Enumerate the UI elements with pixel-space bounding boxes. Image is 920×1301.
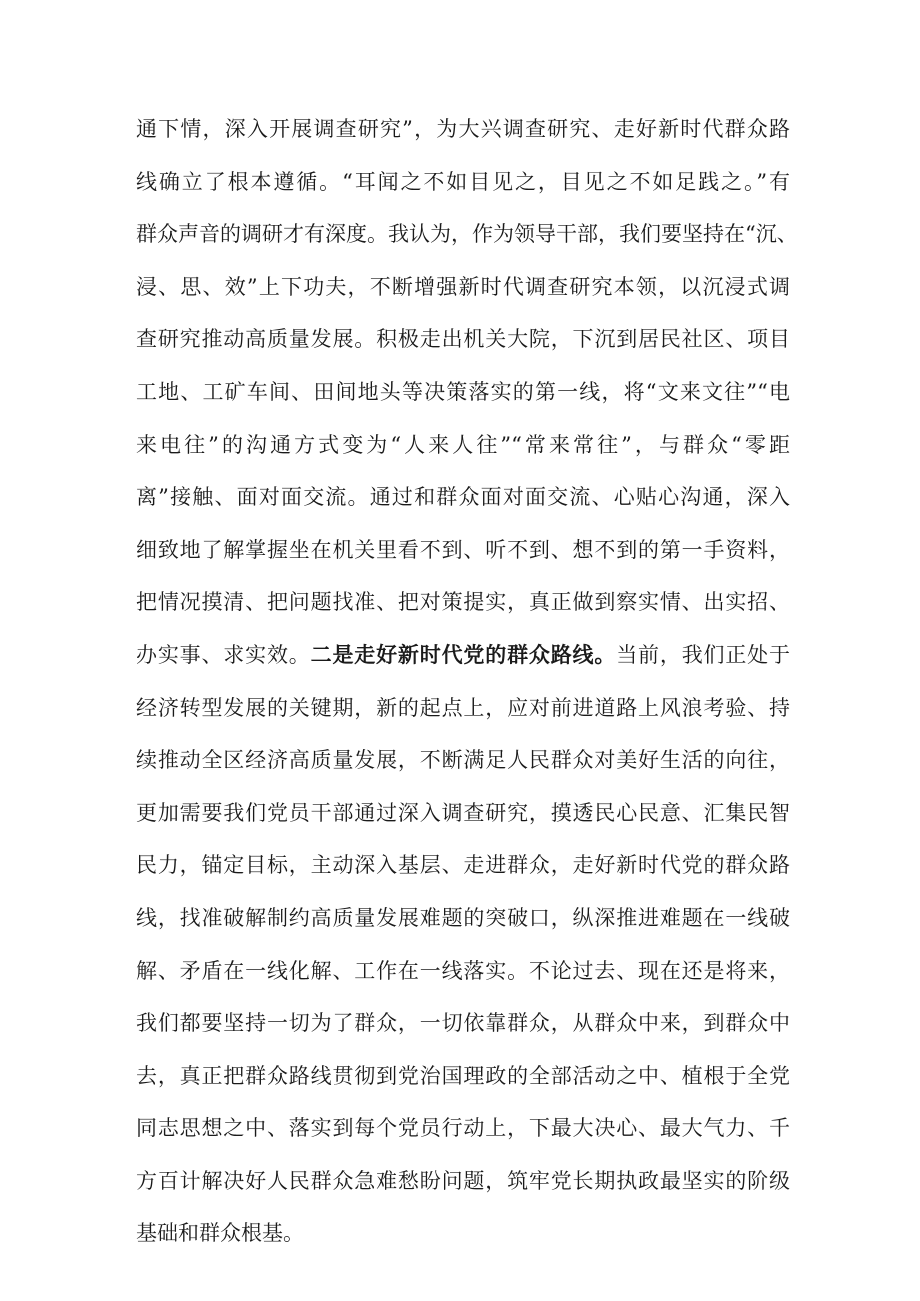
text-run: 通下情，深入开展调查研究”，为大兴调查研究、走好新时代群众路 bbox=[136, 117, 790, 141]
text-run: 线确立了根本遵循。“耳闻之不如目见之，目见之不如足践之。”有 bbox=[136, 169, 790, 194]
text-run: 来电往”的沟通方式变为“人来人往”“常来常往”，与群众“零距 bbox=[136, 432, 790, 457]
text-run: 查研究推动高质量发展。积极走出机关大院，下沉到居民社区、项目 bbox=[136, 327, 790, 352]
text-line bbox=[136, 366, 790, 419]
text-run: 基础和群众根基。 bbox=[136, 1221, 304, 1246]
text-line bbox=[136, 208, 798, 261]
text-line bbox=[136, 1102, 790, 1155]
text-run: 当前，我们正处于 bbox=[616, 642, 791, 667]
document-body bbox=[136, 103, 798, 1260]
text-line bbox=[136, 419, 790, 472]
text-run: 细致地了解掌握坐在机关里看不到、听不到、想不到的第一手资料， bbox=[136, 537, 790, 562]
text-line bbox=[136, 945, 790, 998]
text-line bbox=[136, 103, 790, 156]
text-run: 线，找准破解制约高质量发展难题的突破口，纵深推进难题在一线破 bbox=[136, 905, 790, 930]
text-line bbox=[136, 734, 790, 787]
text-line bbox=[136, 839, 790, 892]
text-run: 解、矛盾在一线化解、工作在一线落实。不论过去、现在还是将来， bbox=[136, 958, 790, 983]
text-line bbox=[136, 997, 790, 1050]
text-line bbox=[136, 629, 790, 682]
text-line bbox=[136, 313, 790, 366]
text-line bbox=[136, 787, 790, 840]
text-line bbox=[136, 576, 790, 629]
text-run: 续推动全区经济高质量发展，不断满足人民群众对美好生活的向往， bbox=[136, 748, 790, 773]
text-run: 办实事、求实效。 bbox=[136, 642, 311, 667]
text-line bbox=[136, 156, 790, 209]
text-line bbox=[136, 1050, 790, 1103]
text-run: 同志思想之中、落实到每个党员行动上，下最大决心、最大气力、千 bbox=[136, 1116, 790, 1141]
text-line bbox=[136, 1207, 790, 1260]
text-line bbox=[136, 524, 790, 577]
text-run: 我们都要坚持一切为了群众，一切依靠群众，从群众中来，到群众中 bbox=[136, 1011, 790, 1036]
section-heading-inline: 二是走好新时代党的群众路线。 bbox=[310, 641, 617, 667]
text-run: 更加需要我们党员干部通过深入调查研究，摸透民心民意、汇集民智 bbox=[136, 800, 790, 825]
text-run: 经济转型发展的关键期，新的起点上，应对前进道路上风浪考验、持 bbox=[136, 695, 790, 720]
text-run: 方百计解决好人民群众急难愁盼问题，筑牢党长期执政最坚实的阶级 bbox=[136, 1168, 790, 1193]
text-run: 群众声音的调研才有深度。我认为，作为领导干部，我们要坚持在“沉、 bbox=[136, 222, 798, 247]
text-line bbox=[136, 261, 790, 314]
text-run: 民力，锚定目标，主动深入基层、走进群众，走好新时代党的群众路 bbox=[136, 853, 790, 878]
text-line bbox=[136, 682, 790, 735]
text-line bbox=[136, 1155, 790, 1208]
text-run: 去，真正把群众路线贯彻到党治国理政的全部活动之中、植根于全党 bbox=[136, 1063, 790, 1088]
text-run: 离”接触、面对面交流。通过和群众面对面交流、心贴心沟通，深入 bbox=[136, 485, 790, 510]
text-run: 工地、工矿车间、田间地头等决策落实的第一线，将“文来文往”“电 bbox=[136, 379, 790, 404]
text-line bbox=[136, 471, 790, 524]
text-run: 把情况摸清、把问题找准、把对策提实，真正做到察实情、出实招、 bbox=[136, 590, 790, 615]
text-run: 浸、思、效”上下功夫，不断增强新时代调查研究本领，以沉浸式调 bbox=[136, 274, 790, 299]
text-line bbox=[136, 892, 790, 945]
